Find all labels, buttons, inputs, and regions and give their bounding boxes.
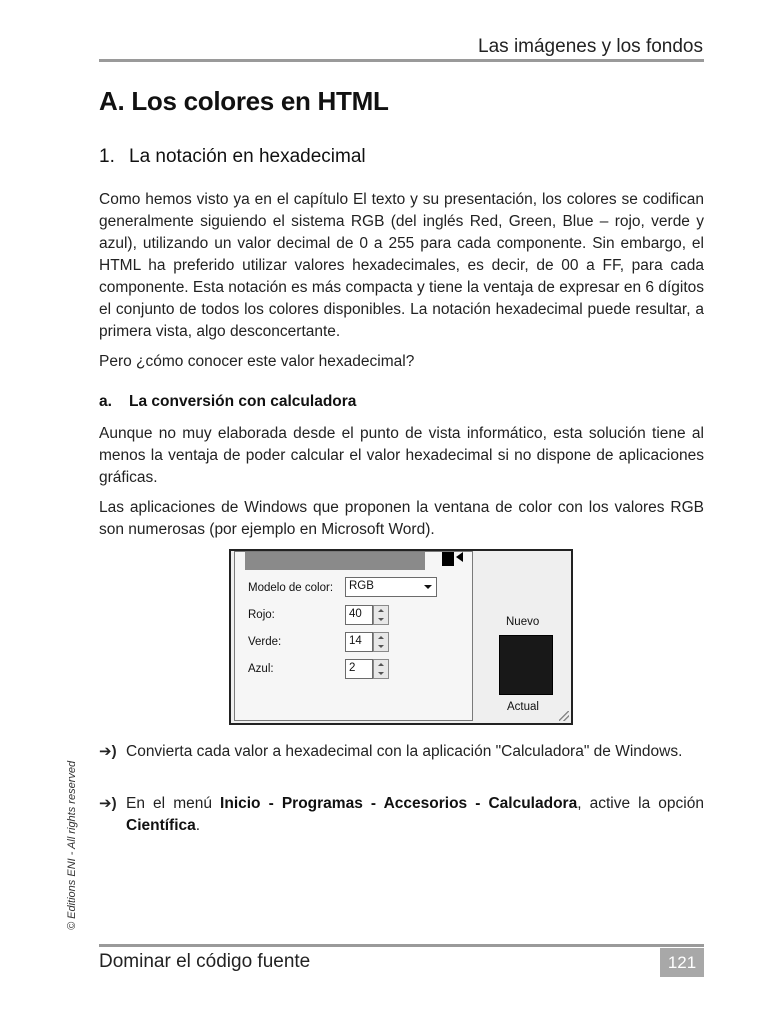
green-label: Verde: — [248, 636, 282, 648]
paragraph-calculator: Aunque no muy elaborada desde el punto de vista informático, esta solución tiene al menos la ventaja de poder calcular el valor hexadecimal si no dispone de aplicaciones gráficas. — [99, 425, 704, 486]
spin-up-icon[interactable] — [378, 663, 384, 666]
blue-spinner[interactable] — [373, 659, 389, 679]
subsection-number: 1. — [99, 146, 115, 167]
new-color-label: Nuevo — [506, 616, 540, 628]
spin-down-icon[interactable] — [378, 672, 384, 675]
instruction-text-part: . — [195, 817, 201, 834]
green-input[interactable]: 14 — [345, 632, 373, 652]
menu-path: Inicio - Programas - Accesorios - Calculadora — [220, 795, 578, 812]
subsubsection-title: La conversión con calculadora — [129, 393, 357, 410]
chevron-down-icon — [424, 585, 432, 589]
option-name: Científica — [126, 817, 196, 834]
page-number: 121 — [660, 948, 704, 977]
color-dialog-screenshot — [229, 549, 573, 725]
color-model-value: RGB — [349, 580, 374, 592]
spin-up-icon[interactable] — [378, 636, 384, 639]
luminance-arrow-icon[interactable] — [456, 552, 463, 562]
section-heading: A. Los colores en HTML — [99, 86, 389, 116]
spin-down-icon[interactable] — [378, 618, 384, 621]
color-model-select[interactable] — [345, 577, 437, 597]
paragraph-windows-apps: Las aplicaciones de Windows que proponen la ventana de color con los valores RGB son numerosas (por ejemplo en Microsoft Word). — [99, 499, 704, 538]
instruction-text: Convierta cada valor a hexadecimal con la aplicación "Calculadora" de Windows. — [126, 743, 683, 760]
green-spinner[interactable] — [373, 632, 389, 652]
instruction-text — [126, 793, 704, 837]
spin-up-icon[interactable] — [378, 609, 384, 612]
subsubsection-letter: a. — [99, 393, 112, 410]
red-input[interactable]: 40 — [345, 605, 373, 625]
instruction-step — [99, 793, 704, 837]
instruction-step — [99, 741, 704, 763]
paragraph-question: Pero ¿cómo conocer este valor hexadecimal? — [99, 353, 415, 370]
arrow-bullet-icon: ➔) — [99, 795, 117, 812]
spin-down-icon[interactable] — [378, 645, 384, 648]
color-preview-swatch — [499, 635, 553, 695]
color-settings-panel — [234, 551, 473, 721]
instruction-text-part: En el menú — [126, 795, 221, 812]
subsubsection-heading — [99, 393, 356, 411]
header-rule — [99, 59, 704, 62]
footer-title: Dominar el código fuente — [99, 951, 311, 972]
running-header: Las imágenes y los fondos — [478, 36, 703, 57]
luminance-bar — [442, 552, 454, 566]
current-color-label: Actual — [507, 701, 539, 713]
subsection-title: La notación en hexadecimal — [129, 146, 366, 167]
color-spectrum — [245, 552, 425, 570]
color-model-label: Modelo de color: — [248, 582, 334, 594]
blue-input[interactable]: 2 — [345, 659, 373, 679]
arrow-bullet-icon: ➔) — [99, 743, 117, 760]
red-label: Rojo: — [248, 609, 275, 621]
paragraph-intro: Como hemos visto ya en el capítulo El texto y su presentación, los colores se codifican generalmente siguiendo el sistema RGB (del inglés Red, Green, Blue – rojo, verde y azul), utilizando un valor decimal de 0 a 255 para cada componente. Sin embargo, el HTML ha preferido utilizar valores hexadecimales, es decir, de 00 a FF, para cada componente. Esta notación es más compacta y tiene la ventaja de expresar en 6 dígitos el conjunto de todos los colores disponibles. La notación hexadecimal puede resultar, a primera vista, algo desconcertante. — [99, 191, 704, 340]
copyright-notice: © Editions ENI - All rights reserved — [66, 760, 78, 930]
blue-label: Azul: — [248, 663, 274, 675]
instruction-text-part: , active la opción — [577, 795, 704, 812]
resize-grip-icon[interactable] — [559, 711, 569, 721]
red-spinner[interactable] — [373, 605, 389, 625]
subsection-heading — [99, 146, 366, 168]
footer-rule — [99, 944, 704, 947]
